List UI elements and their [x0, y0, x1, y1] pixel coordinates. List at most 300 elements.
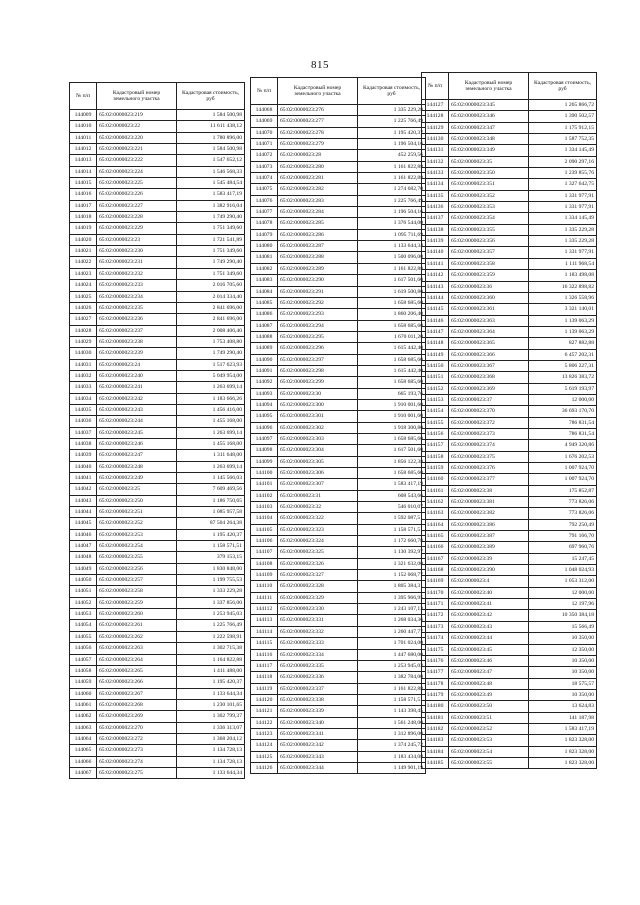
cadastral-cost: 546 010,07 [358, 502, 426, 513]
row-number: 144149 [422, 349, 449, 360]
cadastral-number: 65:02:0000023:47 [449, 667, 529, 678]
table-row [251, 683, 426, 694]
cadastral-cost: 5 049 954,00 [177, 370, 245, 381]
row-number: 144057 [70, 654, 97, 665]
table-row [70, 450, 245, 461]
table-row [251, 343, 426, 354]
cadastral-number: 65:02:0000023:219 [97, 110, 177, 121]
table-row [70, 427, 245, 438]
table-row [70, 291, 245, 302]
table-row [70, 246, 245, 257]
table-row [251, 706, 426, 717]
row-number: 144167 [422, 553, 449, 564]
cadastral-cost: 15 247,45 [529, 553, 597, 564]
cadastral-number: 65:02:0000023:377 [449, 474, 529, 485]
cadastral-cost: 1 133 644,34 [358, 241, 426, 252]
table-row [422, 621, 597, 632]
table-row [251, 297, 426, 308]
table-row [422, 156, 597, 167]
table-row [70, 336, 245, 347]
row-number: 144070 [251, 127, 278, 138]
table-row [422, 258, 597, 269]
table-row [251, 207, 426, 218]
row-number: 144165 [422, 531, 449, 542]
table-row [70, 189, 245, 200]
row-number: 144033 [70, 382, 97, 393]
cadastral-number: 65:02:0000023:323 [278, 524, 358, 535]
cadastral-cost: 1 336 313,07 [177, 722, 245, 733]
cadastral-number: 65:02:0000023:287 [278, 241, 358, 252]
table-row [70, 348, 245, 359]
table-row [70, 745, 245, 756]
cadastral-number: 65:02:0000023:332 [278, 626, 358, 637]
cadastral-cost: 1 455 168,00 [177, 416, 245, 427]
cadastral-cost: 1 617 501,60 [358, 275, 426, 286]
cadastral-number: 65:02:0000023:322 [278, 513, 358, 524]
table-row [251, 275, 426, 286]
row-number: 144014 [70, 166, 97, 177]
cadastral-cost: 1 334 145,49 [529, 145, 597, 156]
cadastral-cost: 1 658 685,60 [358, 354, 426, 365]
row-number: 144036 [70, 416, 97, 427]
table-row [422, 667, 597, 678]
table-row [70, 155, 245, 166]
table-row [422, 428, 597, 439]
table-row [251, 105, 426, 116]
table-row [251, 399, 426, 410]
row-number: 144068 [251, 105, 278, 116]
cadastral-cost: 10 350,00 [529, 655, 597, 666]
table-row [251, 139, 426, 150]
table-row [251, 558, 426, 569]
cadastral-cost: 608 543,66 [358, 490, 426, 501]
cadastral-cost: 1 331 977,91 [529, 190, 597, 201]
cadastral-cost: 1 268 034,36 [358, 615, 426, 626]
cadastral-number: 65:02:0000023:276 [278, 105, 358, 116]
cadastral-cost: 773 826,06 [529, 497, 597, 508]
cadastral-cost: 379 153,15 [177, 552, 245, 563]
cadastral-number: 65:02:0000023:265 [97, 665, 177, 676]
cadastral-cost: 1 583 417,19 [529, 723, 597, 734]
cadastral-number: 65:02:0000023:369 [449, 383, 529, 394]
table-row [251, 660, 426, 671]
cadastral-number: 65:02:0000023:324 [278, 536, 358, 547]
cadastral-cost: 1 326 558,96 [529, 292, 597, 303]
cadastral-cost: 1 230 101,65 [177, 699, 245, 710]
row-number: 144010 [70, 121, 97, 132]
cadastral-number: 65:02:0000023:272 [97, 733, 177, 744]
cadastral-number: 65:02:0000023:25 [97, 484, 177, 495]
cadastral-cost: 1 918 300,80 [358, 422, 426, 433]
cadastral-cost: 1 243 107,13 [358, 604, 426, 615]
cadastral-number: 65:02:0000023:237 [97, 325, 177, 336]
row-number: 144039 [70, 450, 97, 461]
table-row [422, 655, 597, 666]
cadastral-cost: 1 658 685,60 [358, 433, 426, 444]
table-row [70, 756, 245, 767]
row-number: 144159 [422, 463, 449, 474]
row-number: 144140 [422, 247, 449, 258]
table-row [251, 229, 426, 240]
cadastral-number: 65:02:0000023:246 [97, 438, 177, 449]
cadastral-number: 65:02:0000023:24 [97, 359, 177, 370]
row-number: 144029 [70, 336, 97, 347]
cadastral-number: 65:02:0000023:358 [449, 258, 529, 269]
cadastral-number: 65:02:0000023:288 [278, 252, 358, 263]
row-number: 144056 [70, 643, 97, 654]
table-row [70, 314, 245, 325]
cadastral-cost: 1 546 568,33 [177, 166, 245, 177]
cadastral-number: 65:02:0000023:293 [278, 309, 358, 320]
cadastral-cost: 1 331 977,91 [529, 247, 597, 258]
cadastral-cost: 1 456 416,00 [177, 404, 245, 415]
table-row [251, 263, 426, 274]
table-row [251, 150, 426, 161]
cadastral-cost: 1 670 011,20 [358, 331, 426, 342]
cadastral-number: 65:02:0000023:291 [278, 286, 358, 297]
cadastral-number: 65:02:0000023:236 [97, 314, 177, 325]
cadastral-number: 65:02:0000023:48 [449, 678, 529, 689]
table-row [70, 507, 245, 518]
table-row [70, 212, 245, 223]
cadastral-cost: 1 327 642,75 [529, 179, 597, 190]
row-number: 144157 [422, 440, 449, 451]
table-row [422, 304, 597, 315]
row-number: 144019 [70, 223, 97, 234]
table-row [70, 132, 245, 143]
row-number: 144027 [70, 314, 97, 325]
row-number: 144164 [422, 519, 449, 530]
table-row [70, 654, 245, 665]
row-number: 144034 [70, 393, 97, 404]
cadastral-number: 65:02:0000023:32 [278, 502, 358, 513]
cadastral-cost: 1 753 408,80 [177, 336, 245, 347]
table-row [251, 592, 426, 603]
row-number: 144106 [251, 536, 278, 547]
cadastral-cost: 3 321 140,01 [529, 304, 597, 315]
cadastral-number: 65:02:0000023:373 [449, 428, 529, 439]
row-number: 144079 [251, 229, 278, 240]
row-number: 144133 [422, 168, 449, 179]
cadastral-number: 65:02:0000023:229 [97, 223, 177, 234]
row-number: 144064 [70, 733, 97, 744]
table-row [70, 665, 245, 676]
cadastral-cost: 4 949 320,86 [529, 440, 597, 451]
cadastral-number: 65:02:0000023:55 [449, 757, 529, 768]
cadastral-number: 65:02:0000023:222 [97, 155, 177, 166]
cadastral-number: 65:02:0000023:350 [449, 168, 529, 179]
cadastral-number: 65:02:0000023:269 [97, 711, 177, 722]
cadastral-cost: 1 139 063,29 [529, 315, 597, 326]
cadastral-cost: 1 805 384,31 [358, 581, 426, 592]
table-row [251, 479, 426, 490]
cadastral-cost: 11 611 438,12 [177, 121, 245, 132]
cadastral-cost: 1 134 728,13 [177, 756, 245, 767]
table-row [70, 178, 245, 189]
cadastral-cost: 1 583 417,19 [358, 479, 426, 490]
cadastral-number: 65:02:0000023:345 [449, 100, 529, 111]
cadastral-number: 65:02:0000023:328 [278, 581, 358, 592]
row-number: 144042 [70, 484, 97, 495]
row-number: 144117 [251, 660, 278, 671]
table-row [70, 733, 245, 744]
table-row [422, 247, 597, 258]
cadastral-number: 65:02:0000023:241 [97, 382, 177, 393]
cadastral-number: 65:02:0000023:240 [97, 370, 177, 381]
row-number: 144172 [422, 610, 449, 621]
cadastral-number: 65:02:0000023:326 [278, 558, 358, 569]
row-number: 144067 [70, 767, 97, 778]
cadastral-number: 65:02:0000023:235 [97, 302, 177, 313]
cadastral-number: 65:02:0000023:283 [278, 195, 358, 206]
table-row [422, 111, 597, 122]
table-row [251, 536, 426, 547]
cadastral-cost: 2 016 705,60 [177, 280, 245, 291]
row-number: 144110 [251, 581, 278, 592]
cadastral-number: 65:02:0000023:53 [449, 735, 529, 746]
cadastral-number: 65:02:0000023:389 [449, 542, 529, 553]
cadastral-cost: 1 253 945,03 [358, 660, 426, 671]
cadastral-cost: 1 910 001,60 [358, 411, 426, 422]
table-row [251, 422, 426, 433]
row-number: 144020 [70, 234, 97, 245]
header-cost: Кадастровая стоимость, руб [177, 83, 245, 110]
row-number: 144147 [422, 326, 449, 337]
cadastral-number: 65:02:0000023:221 [97, 144, 177, 155]
cadastral-number: 65:02:0000023:338 [278, 694, 358, 705]
row-number: 144161 [422, 485, 449, 496]
table-row [422, 542, 597, 553]
row-number: 144111 [251, 592, 278, 603]
cadastral-number: 65:02:0000023:284 [278, 207, 358, 218]
cadastral-number: 65:02:0000023:227 [97, 200, 177, 211]
cadastral-number: 65:02:0000023:259 [97, 597, 177, 608]
cadastral-cost: 7 609 469,56 [177, 484, 245, 495]
cadastral-cost: 1 374 245,72 [358, 740, 426, 751]
table-row [70, 223, 245, 234]
table-row [70, 416, 245, 427]
cadastral-cost: 1 751 349,60 [177, 223, 245, 234]
row-number: 144075 [251, 184, 278, 195]
cadastral-number: 65:02:0000023:334 [278, 649, 358, 660]
table-row [251, 433, 426, 444]
row-number: 144045 [70, 518, 97, 529]
cadastral-number: 65:02:0000023:255 [97, 552, 177, 563]
cadastral-number: 65:02:0000023:357 [449, 247, 529, 258]
cadastral-number: 65:02:0000023:279 [278, 139, 358, 150]
row-number: 144107 [251, 547, 278, 558]
cadastral-number: 65:02:0000023:230 [97, 246, 177, 257]
row-number: 144086 [251, 309, 278, 320]
row-number: 144025 [70, 291, 97, 302]
table-row [422, 451, 597, 462]
cadastral-cost: 15 566,49 [529, 621, 597, 632]
row-number: 144141 [422, 258, 449, 269]
row-number: 144174 [422, 633, 449, 644]
row-number: 144069 [251, 116, 278, 127]
cadastral-cost: 1 615 442,40 [358, 343, 426, 354]
cadastral-number: 65:02:0000023:31 [278, 490, 358, 501]
cadastral-cost: 1 152 068,77 [358, 570, 426, 581]
cadastral-cost: 1 053 312,00 [529, 576, 597, 587]
table-row [422, 587, 597, 598]
cadastral-cost: 1 195 420,37 [177, 677, 245, 688]
cadastral-cost: 1 312 896,00 [358, 728, 426, 739]
table-row [422, 326, 597, 337]
cadastral-cost: 36 693 170,70 [529, 406, 597, 417]
cadastral-number: 65:02:0000023:390 [449, 565, 529, 576]
cadastral-cost: 1 395 966,95 [358, 592, 426, 603]
row-number: 144049 [70, 563, 97, 574]
cadastral-cost: 1 547 652,12 [177, 155, 245, 166]
cadastral-cost: 1 517 623,93 [177, 359, 245, 370]
row-number: 144099 [251, 456, 278, 467]
cadastral-cost: 1 584 500,98 [177, 110, 245, 121]
cadastral-number: 65:02:0000023:275 [97, 767, 177, 778]
row-number: 144168 [422, 565, 449, 576]
cadastral-cost: 12 350,00 [529, 644, 597, 655]
table-row [251, 638, 426, 649]
cadastral-cost: 1 592 087,51 [358, 513, 426, 524]
cadastral-number: 65:02:0000023:249 [97, 473, 177, 484]
cadastral-number: 65:02:0000023:257 [97, 575, 177, 586]
table-row [70, 643, 245, 654]
table-row [70, 234, 245, 245]
cadastral-cost: 10 350,00 [529, 633, 597, 644]
cadastral-cost: 1 143 398,45 [358, 706, 426, 717]
cadastral-number: 65:02:0000023:352 [449, 190, 529, 201]
row-number: 144023 [70, 268, 97, 279]
row-number: 144078 [251, 218, 278, 229]
cadastral-cost: 1 749 290,40 [177, 257, 245, 268]
cadastral-number: 65:02:0000023:363 [449, 315, 529, 326]
table-row [251, 581, 426, 592]
cadastral-cost: 1 195 420,37 [177, 529, 245, 540]
row-number: 144028 [70, 325, 97, 336]
cadastral-cost: 1 368 204,12 [177, 733, 245, 744]
table-row [70, 699, 245, 710]
row-number: 144169 [422, 576, 449, 587]
table-row [70, 473, 245, 484]
cadastral-number: 65:02:0000023:359 [449, 270, 529, 281]
cadastral-number: 65:02:0000023:292 [278, 297, 358, 308]
row-number: 144054 [70, 620, 97, 631]
row-number: 144066 [70, 756, 97, 767]
cadastral-cost: 1 721 541,89 [177, 234, 245, 245]
cadastral-cost: 1 225 766,49 [177, 620, 245, 631]
cadastral-number: 65:02:0000023:43 [449, 621, 529, 632]
cadastral-table-column-2 [250, 77, 426, 774]
cadastral-cost: 1 335 229,28 [529, 224, 597, 235]
table-row [251, 116, 426, 127]
row-number: 144091 [251, 365, 278, 376]
row-number: 144162 [422, 497, 449, 508]
row-number: 144035 [70, 404, 97, 415]
row-number: 144115 [251, 638, 278, 649]
cadastral-cost: 1 390 502,57 [529, 111, 597, 122]
cadastral-cost: 1 158 571,51 [358, 524, 426, 535]
cadastral-cost: 792 250,49 [529, 519, 597, 530]
table-row [422, 202, 597, 213]
row-number: 144062 [70, 711, 97, 722]
cadastral-number: 65:02:0000023:46 [449, 655, 529, 666]
cadastral-number: 65:02:0000023:386 [449, 519, 529, 530]
table-row [422, 213, 597, 224]
cadastral-cost: 1 222 598,91 [177, 631, 245, 642]
row-number: 144126 [251, 762, 278, 773]
cadastral-number: 65:02:0000023:220 [97, 132, 177, 143]
cadastral-cost: 2 841 696,00 [177, 302, 245, 313]
cadastral-cost: 1 658 685,60 [358, 377, 426, 388]
table-row [422, 508, 597, 519]
table-row [70, 688, 245, 699]
row-number: 144098 [251, 445, 278, 456]
cadastral-cost: 1 583 417,19 [177, 189, 245, 200]
cadastral-number: 65:02:0000023:225 [97, 178, 177, 189]
row-number: 144108 [251, 558, 278, 569]
cadastral-cost: 1 095 711,69 [358, 229, 426, 240]
cadastral-number: 65:02:0000023:266 [97, 677, 177, 688]
row-number: 144022 [70, 257, 97, 268]
cadastral-cost: 1 133 644,34 [177, 688, 245, 699]
cadastral-cost: 1 139 063,29 [529, 326, 597, 337]
table-row [251, 309, 426, 320]
cadastral-cost: 1 239 855,76 [529, 168, 597, 179]
row-number: 144058 [70, 665, 97, 676]
cadastral-cost: 12 197,96 [529, 599, 597, 610]
row-number: 144170 [422, 587, 449, 598]
cadastral-cost: 1 007 924,70 [529, 463, 597, 474]
table-row [251, 377, 426, 388]
cadastral-number: 65:02:0000023:325 [278, 547, 358, 558]
cadastral-cost: 13 624,83 [529, 701, 597, 712]
cadastral-cost: 773 826,06 [529, 508, 597, 519]
cadastral-cost: 786 831,54 [529, 428, 597, 439]
cadastral-number: 65:02:0000023:295 [278, 331, 358, 342]
cadastral-number: 65:02:0000023:281 [278, 173, 358, 184]
table-row [251, 751, 426, 762]
cadastral-number: 65:02:0000023:250 [97, 495, 177, 506]
row-number: 144127 [422, 100, 449, 111]
row-number: 144081 [251, 252, 278, 263]
row-number: 144105 [251, 524, 278, 535]
cadastral-cost: 1 619 500,80 [358, 286, 426, 297]
cadastral-number: 65:02:0000023:329 [278, 592, 358, 603]
cadastral-cost: 1 302 715,38 [177, 643, 245, 654]
table-row [70, 404, 245, 415]
row-number: 144061 [70, 699, 97, 710]
row-number: 144151 [422, 372, 449, 383]
cadastral-number: 65:02:0000023:226 [97, 189, 177, 200]
row-number: 144109 [251, 570, 278, 581]
header-num: № п/п [70, 83, 97, 110]
cadastral-table-column-3 [421, 72, 597, 769]
table-row [70, 461, 245, 472]
row-number: 144088 [251, 331, 278, 342]
table-row [251, 354, 426, 365]
cadastral-table-column-1 [69, 82, 245, 779]
cadastral-cost: 1 500 096,00 [358, 252, 426, 263]
table-row [70, 257, 245, 268]
cadastral-cost: 1 130 392,97 [358, 547, 426, 558]
cadastral-number: 65:02:0000023:336 [278, 672, 358, 683]
cadastral-cost: 2 014 334,40 [177, 291, 245, 302]
row-number: 144013 [70, 155, 97, 166]
row-number: 144179 [422, 689, 449, 700]
row-number: 144083 [251, 275, 278, 286]
table-row [422, 565, 597, 576]
cadastral-number: 65:02:0000023:274 [97, 756, 177, 767]
